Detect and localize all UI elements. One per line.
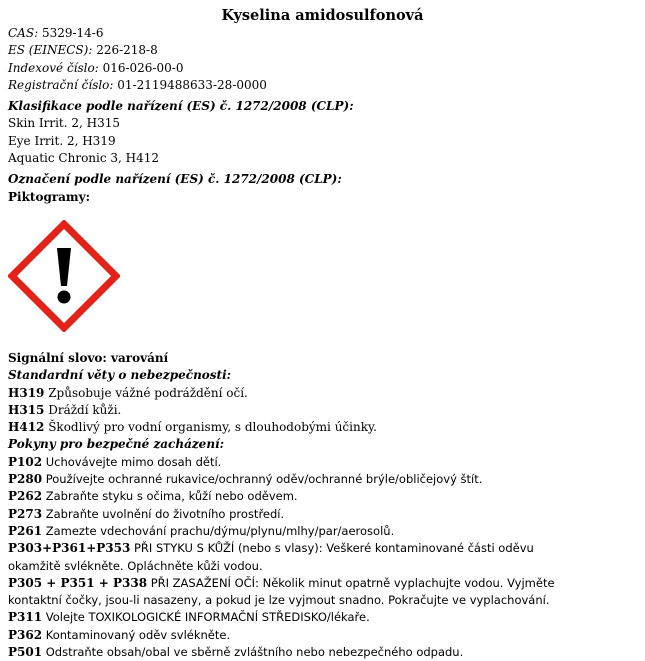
precaution-statement: P262 Zabraňte styku s očima, kůží nebo oděvem. xyxy=(8,489,298,504)
hazard-statement: H315 Dráždí kůži. xyxy=(8,402,122,417)
classification-item: Aquatic Chronic 3, H412 xyxy=(8,151,160,166)
exclamation-mark-hazard-icon xyxy=(8,220,120,332)
hazard-heading: Standardní věty o nebezpečnosti: xyxy=(8,368,232,383)
document-page xyxy=(0,6,645,660)
precaution-heading: Pokyny pro bezpečné zacházení: xyxy=(8,437,225,452)
precaution-statement: P311 Volejte TOXIKOLOGICKÉ INFORMAČNÍ STŘEDISKO/lékaře. xyxy=(8,610,370,625)
classification-heading: Klasifikace podle nařízení (ES) č. 1272/2008 (CLP): xyxy=(8,99,354,114)
identifiers-section xyxy=(0,25,645,94)
precaution-statement: P362 Kontaminovaný oděv svlékněte. xyxy=(8,627,231,642)
precaution-statement: P261 Zamezte vdechování prachu/dýmu/plynu/mlhy/par/aerosolů. xyxy=(8,523,395,538)
classification-item: Skin Irrit. 2, H315 xyxy=(8,116,121,131)
classification-item: Eye Irrit. 2, H319 xyxy=(8,133,116,148)
registration-line: Registrační číslo: 01-2119488633-28-0000 xyxy=(8,77,267,92)
hazard-statement: H412 Škodlivý pro vodní organismy, s dlouhodobými účinky. xyxy=(8,420,377,435)
precaution-statement: P501 Odstraňte obsah/obal ve sběrně zvláštního nebo nebezpečného odpadu. xyxy=(8,645,464,660)
precaution-statement: P303+P361+P353 PŘI STYKU S KŮŽÍ (nebo s vlasy): Veškeré kontaminované části oděvu xyxy=(8,541,534,556)
classification-section xyxy=(0,98,645,167)
precaution-statement: P102 Uchovávejte mimo dosah dětí. xyxy=(8,454,222,469)
signal-word: Signální slovo: varování xyxy=(8,350,169,365)
precaution-statement: P305 + P351 + P338 PŘI ZASAŽENÍ OČÍ: Několik minut opatrně vyplachujte vodou. Vyjměte xyxy=(8,575,555,590)
page-title: Kyselina amidosulfonová xyxy=(221,7,424,24)
precaution-statement-continuation: okamžitě svlékněte. Opláchněte kůži vodou. xyxy=(8,558,263,573)
precaution-statement: P280 Používejte ochranné rukavice/ochranný oděv/ochranné brýle/obličejový štít. xyxy=(8,472,483,487)
precaution-statement: P273 Zabraňte uvolnění do životního prostředí. xyxy=(8,506,285,521)
cas-line: CAS: 5329-14-6 xyxy=(8,26,104,40)
statements-section xyxy=(0,350,645,661)
hazard-statement: H319 Způsobuje vážné podráždění očí. xyxy=(8,385,248,400)
pictograms-label: Piktogramy: xyxy=(8,189,91,204)
precaution-statement-continuation: kontaktní čočky, jsou-li nasazeny, a pokud je lze vyjmout snadno. Pokračujte ve vyplachování. xyxy=(8,593,550,608)
labelling-section xyxy=(0,171,645,206)
ec-line: ES (EINECS): 226-218-8 xyxy=(8,43,158,58)
index-line: Indexové číslo: 016-026-00-0 xyxy=(8,60,184,75)
labelling-heading: Označení podle nařízení (ES) č. 1272/2008 (CLP): xyxy=(8,172,342,187)
